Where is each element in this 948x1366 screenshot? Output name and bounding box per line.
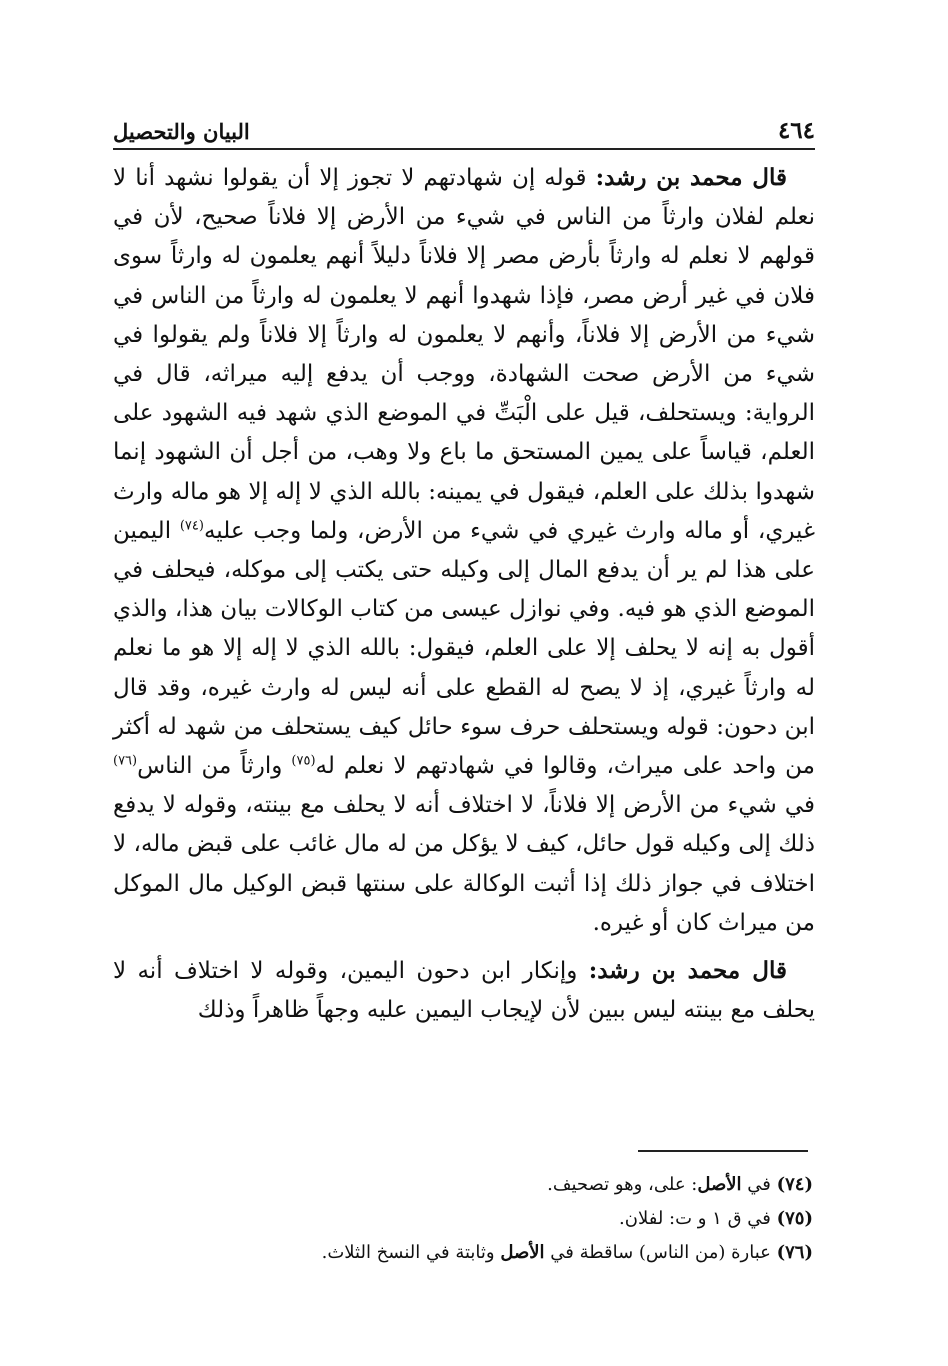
paragraph-text: وإنكار ابن دحون اليمين، وقوله لا اختلاف أنه لا يحلف مع بينته ليس ببين لأن لإيجاب اليمين عليه وجهاً ظاهراً وذلك [113, 958, 815, 1024]
footnote-text: وثابتة في النسخ الثلاث. [321, 1242, 501, 1263]
footnote-number: (٧٤) [776, 1174, 813, 1195]
footnote-ref: (٧٥) [291, 753, 316, 769]
footnote-ref: (٧٤) [179, 518, 204, 534]
footnote-text: عبارة (من الناس) ساقطة في [544, 1242, 777, 1263]
paragraph-text: قوله إن شهادتهم لا تجوز إلا أن يقولوا نشهد أنا لا نعلم لفلان وارثاً من الناس في شيء من الأرض إلا فلاناً صحيح، لأن في قولهم لا نعلم له وارثاً بأرض مصر إلا فلاناً دليلاً أنهم يعلمون له وارثاً سوى فلان في غير أرض مصر، فإذا شهدوا أنهم لا يعلمون له وارثاً من الناس في شيء من الأرض إلا فلاناً، وأنهم لا يعلمون له وارثاً إلا فلاناً ولم يقولوا في شيء من الأرض صحت الشهادة، ووجب أن يدفع إليه ميراثه، قال في الرواية: ويستحلف، قيل على الْبَتِّ في الموضع الذي شهد فيه الشهود على العلم، قياساً على يمين المستحق ما باع ولا وهب، من أجل أن الشهود إنما شهدوا بذلك على العلم، فيقول في يمينه: بالله الذي لا إله إلا هو ماله وارث غيري، أو ماله وارث غيري في شيء من الأرض، ولما وجب عليه [113, 165, 815, 544]
footnote-number: (٧٦) [776, 1242, 813, 1263]
footnote-item [113, 1202, 813, 1236]
speaker-label: قال محمد بن رشد: [595, 164, 788, 191]
main-text [113, 158, 815, 1030]
paragraph [113, 158, 815, 943]
footnote-text: : على، وهو تصحيف. [547, 1174, 698, 1195]
running-title: البيان والتحصيل [113, 119, 250, 144]
page-header [113, 108, 815, 150]
paragraph-text: وارثاً من الناس [137, 753, 292, 780]
paragraph [113, 951, 815, 1030]
footnote-text: في [741, 1174, 777, 1195]
page-number: ٤٦٤ [777, 117, 815, 144]
footnote-text: في ق ١ و ت: لفلان. [619, 1208, 777, 1229]
footnote-divider [638, 1150, 808, 1152]
paragraph-text: في شيء من الأرض إلا فلاناً، لا اختلاف أنه لا يحلف مع بينته، وقوله لا يدفع ذلك إلى وكيله قول حائل، كيف لا يؤكل من له مال غائب على قبض ماله، لا اختلاف في جواز ذلك إذا أثبت الوكالة على سنتها قبض الوكيل مال الموكل من ميراث كان أو غيره. [113, 792, 815, 936]
footnote-ref: (٧٦) [113, 753, 138, 769]
footnote-source: الأصل [697, 1174, 742, 1195]
speaker-label: قال محمد بن رشد: [588, 957, 787, 985]
footnotes [113, 1168, 813, 1270]
footnote-item [113, 1168, 813, 1202]
footnote-source: الأصل [500, 1242, 545, 1263]
footnote-item [113, 1236, 813, 1270]
footnote-number: (٧٥) [776, 1208, 813, 1229]
paragraph-text: اليمين على هذا لم ير أن يدفع المال إلى وكيله حتى يكتب إلى موكله، فيحلف في الموضع الذي هو فيه. وفي نوازل عيسى من كتاب الوكالات بيان هذا، والذي أقول به إنه لا يحلف إلا على العلم، فيقول: بالله الذي لا إله إلا هو ما نعلم له وارثاً غيري، إذ لا يصح له القطع على أنه ليس له وارث غيره، وقد قال ابن دحون: قوله ويستحلف حرف سوء حائل كيف يستحلف من شهد له أكثر من واحد على ميراث، وقالوا في شهادتهم لا نعلم له [113, 517, 816, 780]
